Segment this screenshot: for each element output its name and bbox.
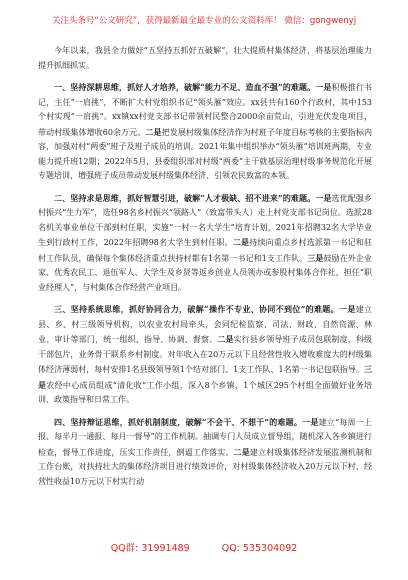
section-paragraph — [38, 80, 372, 184]
qq-contact-text: QQ: 535304092 — [221, 543, 298, 554]
body-text: 农经中心成员组成“清化收”工作小组，深入8个乡镇，1个城区295个村组全面做好业务培训、政策指导和日常工作。 — [38, 380, 372, 404]
contact-footer — [0, 540, 408, 554]
body-text: 建立村级集体经济发展监测机制和工作台账，对扶持壮大的集体经济项目进行绩效评价，对村级集体经济收入20万元以下村、经营性收益10万元以下村实行动 — [38, 447, 373, 486]
section-heading: 四、坚持辩证思维，抓好机制制度，破解“不会干、不想干”的难题。 — [54, 416, 303, 427]
item-marker: 一是 — [339, 304, 356, 314]
document-body — [38, 44, 372, 496]
item-marker: 二是 — [217, 334, 234, 344]
body-text: 积极推行书记，主任“一肩挑”，不断扩大村党组织书记“领头雁”效应。xx县共有160个行政村，其中153个村实现“一肩挑”。xx镇xx村党支部书记带领村民整合2000余亩荒山，引进光伏发电项目，带动村级集体增收60余万元。 — [38, 83, 373, 137]
item-marker: 二是 — [145, 126, 162, 137]
item-marker: 一是 — [315, 192, 332, 203]
section-heading: 二、坚持求是思维，抓好智慧引进，破解“人才极缺、招不进来”的难题。 — [54, 192, 316, 203]
section-paragraph — [38, 415, 372, 490]
body-text: 持续向重点乡村选派第一书记和驻村工作队员，确保每个集体经济重点扶持村都有1名第一书记和1支工作队。 — [38, 238, 373, 263]
body-text: 选优配强乡村振兴“生力军”，选任98名乡村振兴“领路人”（致富带头人）走上村党支部书记岗位。选派28名机关事业单位干部到村任职，实施“一村一名大学生”培育计划，2021年招聘32名大学毕业生到行政村工作，2022年招聘98名大学生到村任职。 — [38, 193, 373, 247]
body-text: 建立县、乡、村三级领导机构，以农业农村局牵头，会同纪检监察、司法、财政、自然资源、林业、审计等部门，统一组织、指导、协调、督察。 — [38, 305, 373, 344]
body-text: 实行县乡领导班子成员包联制度，科级干部包片，业务骨干联系乡村制度。对年收入在20万元以下且经营性收入增收难度大的村级集体经济薄弱村，每村安排1名县级领导领1个结对部门、1支工作队、1名第一书记包联指导。 — [38, 335, 373, 374]
section-heading: 一、坚持深耕思维，抓好人才培养，破解“能力不足、造血不强”的难题。 — [54, 82, 316, 92]
section-list — [38, 80, 372, 489]
body-text: 建立“每周一上报、每半月一通报、每月一督导”的工作机制。抽调专门人员成立督导组，随机深入各乡镇进行检查，督导工作进度，压实工作责任，倒逼工作落实。 — [38, 417, 373, 457]
qq-group-text: QQ群: 31991489 — [110, 543, 190, 554]
intro-paragraph: 今年以来，我县全力做好“五坚持五抓好五破解”，壮大提质村集体经济，将基层治理能力提升抓细抓实。 — [38, 46, 372, 70]
section-heading: 三、坚持系统思维，抓好协同合力，破解“操作不专业、协同不到位”的难题。 — [54, 304, 339, 314]
item-marker: 二是 — [233, 446, 250, 457]
section-paragraph — [38, 302, 372, 408]
item-marker: 一是 — [315, 82, 332, 92]
body-text: 把发展村级集体经济作为村班子年度目标考核的主要指标内容，加强对村“两委”班子及班子成员的培训。2021年集中组织举办“领头雁”培训班两期，专业能力提升班12期；2022年5月，县委组织部对村级“两委”主干就基层治理村级事务规范化开展专题培训，增强班子成员带动发展村级集体经济、引领农民致富的本领。 — [38, 127, 373, 180]
body-text: 鼓励在外企业家、优秀农民工、退伍军人、大学生及乡贤等返乡创业人员领办或参股村集体合作社，担任“职业经理人”，与村集体合作经营产业项目。 — [38, 253, 372, 292]
item-marker: 三是 — [38, 364, 372, 390]
item-marker: 二是 — [232, 237, 250, 247]
promo-banner: 关注头条号“公文研究”，获得最新最全最专业的公文资料库！ 微信：gongwenyj — [51, 16, 357, 26]
item-marker: 一是 — [302, 416, 319, 427]
item-marker: 三是 — [307, 252, 324, 263]
section-paragraph — [38, 191, 372, 296]
